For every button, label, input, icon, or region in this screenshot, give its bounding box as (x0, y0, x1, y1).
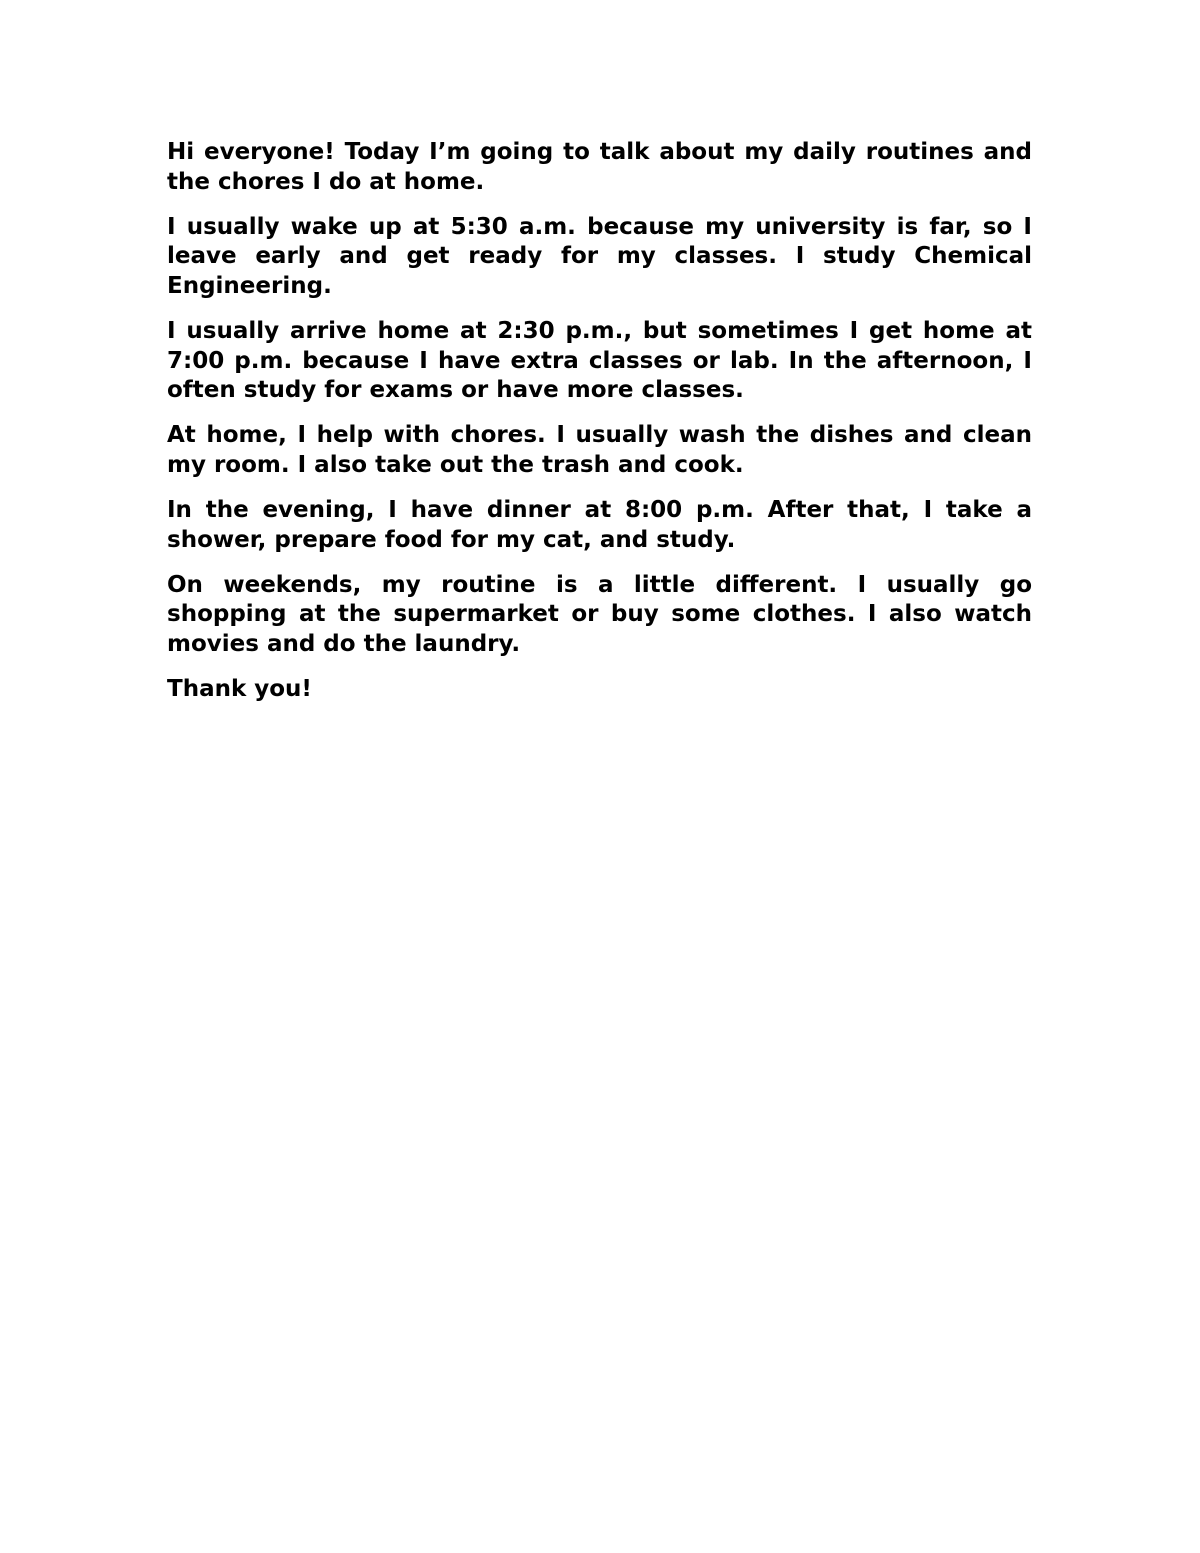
document-body (167, 138, 1032, 720)
paragraph-weekends: On weekends, my routine is a little different. I usually go shopping at the supermarket or buy some clothes. I also watch movies and do the laundry. (167, 571, 1032, 657)
paragraph-greeting: Hi everyone! Today I’m going to talk about my daily routines and the chores I do at home. (167, 139, 1032, 195)
paragraph-morning: I usually wake up at 5:30 a.m. because my university is far, so I leave early and get ready for my classes. I study Chemical Engineering. (167, 213, 1032, 299)
paragraph-closing: Thank you! (167, 675, 312, 702)
paragraph-afternoon: I usually arrive home at 2:30 p.m., but sometimes I get home at 7:00 p.m. because I have extra classes or lab. In the afternoon, I often study for exams or have more classes. (167, 317, 1032, 404)
paragraph-chores: At home, I help with chores. I usually wash the dishes and clean my room. I also take out the trash and cook. (167, 422, 1032, 478)
paragraph-evening: In the evening, I have dinner at 8:00 p.m. After that, I take a shower, prepare food for my cat, and study. (167, 496, 1032, 553)
